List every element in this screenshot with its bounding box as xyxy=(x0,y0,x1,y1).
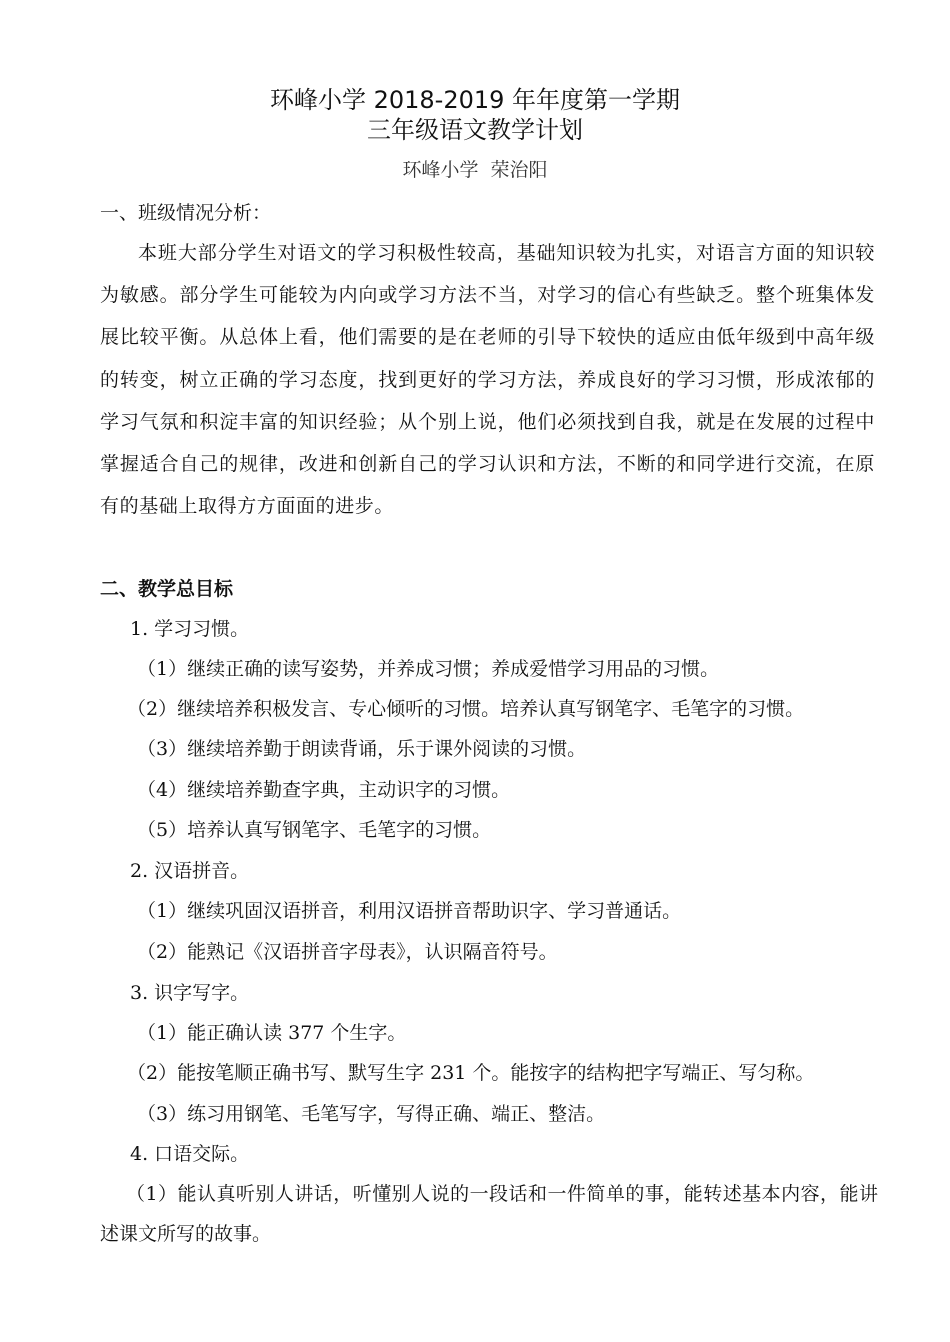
goal-2-title: 2. 汉语拼音。 xyxy=(130,860,250,882)
goal-1-item-3: （3）继续培养勤于朗读背诵，乐于课外阅读的习惯。 xyxy=(137,738,587,760)
author-line: 环峰小学 荣治阳 xyxy=(402,159,548,181)
goal-1-item-5: （5）培养认真写钢笔字、毛笔字的习惯。 xyxy=(137,819,492,841)
goal-3-item-2: （2）能按笔顺正确书写、默写生字 231 个。能按字的结构把字写端正、写匀称。 xyxy=(127,1062,815,1084)
goal-4-item-1: （1）能认真听别人讲话，听懂别人说的一段话和一件简单的事，能转述基本内容，能讲述课文所写的故事。 xyxy=(100,1183,878,1245)
goal-3-title: 3. 识字写字。 xyxy=(130,982,250,1004)
section-1-paragraph: 本班大部分学生对语文的学习积极性较高，基础知识较为扎实，对语言方面的知识较为敏感。部分学生可能较为内向或学习方法不当，对学习的信心有些缺乏。整个班集体发展比较平衡。从总体上看，他们需要的是在老师的引导下较快的适应由低年级到中高年级的转变，树立正确的学习态度，找到更好的学习方法，养成良好的学习习惯，形成浓郁的学习气氛和积淀丰富的知识经验；从个别上说，他们必须找到自我，就是在发展的过程中掌握适合自己的规律，改进和创新自己的学习认识和方法，不断的和同学进行交流，在原有的基础上取得方方面面的进步。 xyxy=(100,242,875,518)
goal-3-item-3: （3）练习用钢笔、毛笔写字，写得正确、端正、整洁。 xyxy=(137,1103,606,1125)
section-2-heading: 二、教学总目标 xyxy=(100,578,234,600)
goal-4-title: 4. 口语交际。 xyxy=(130,1143,250,1165)
goal-1-item-4: （4）继续培养勤查字典，主动识字的习惯。 xyxy=(137,779,511,801)
document-title-line-2: 三年级语文教学计划 xyxy=(367,116,583,144)
goal-3-item-1: （1）能正确认读 377 个生字。 xyxy=(137,1022,407,1044)
goal-2-item-2: （2）能熟记《汉语拼音字母表》，认识隔音符号。 xyxy=(137,941,558,963)
goal-1-item-2: （2）继续培养积极发言、专心倾听的习惯。培养认真写钢笔字、毛笔字的习惯。 xyxy=(127,698,805,720)
goal-1-item-1: （1）继续正确的读写姿势，并养成习惯；养成爱惜学习用品的习惯。 xyxy=(137,658,720,680)
document-title-line-1: 环峰小学 2018-2019 年年度第一学期 xyxy=(269,86,681,114)
goal-1-title: 1. 学习习惯。 xyxy=(130,618,250,640)
section-1-heading: 一、班级情况分析： xyxy=(100,202,272,224)
goal-2-item-1: （1）继续巩固汉语拼音，利用汉语拼音帮助识字、学习普通话。 xyxy=(137,900,682,922)
